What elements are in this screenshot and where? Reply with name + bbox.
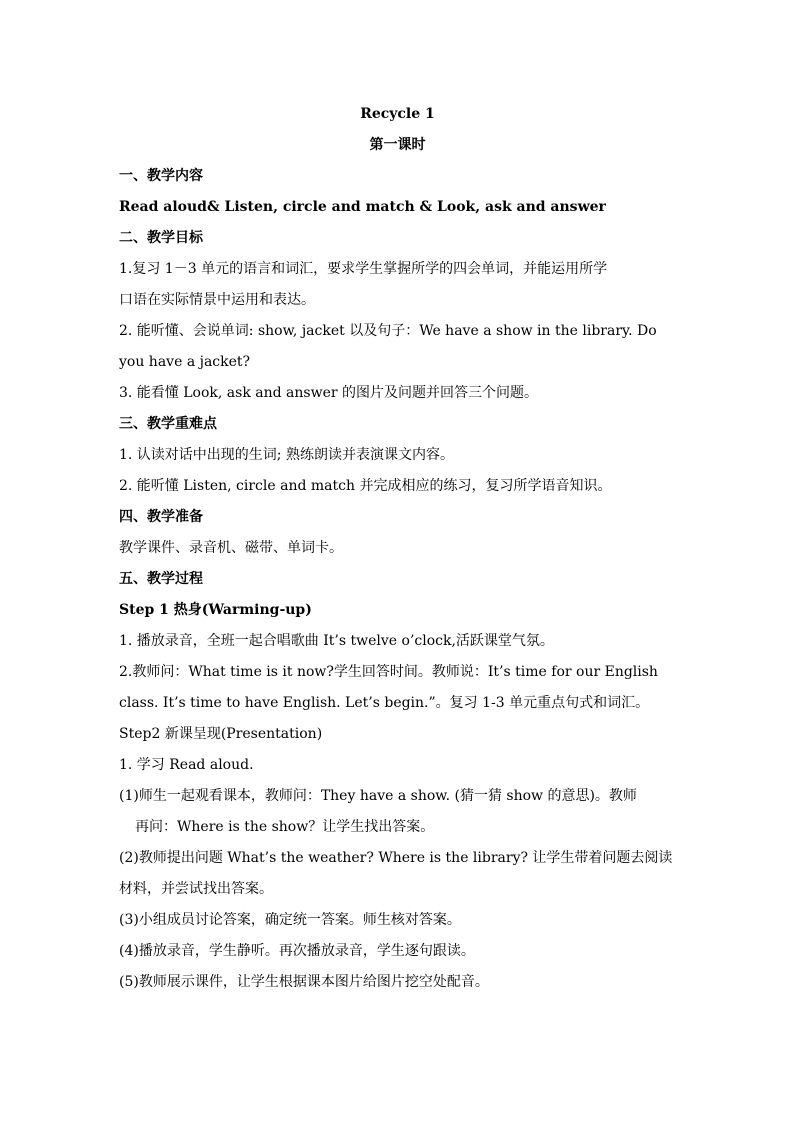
heading-process: 五、教学过程 <box>119 571 203 587</box>
step-2-sub-1a: (1)师生一起观看课本，教师问：They have a show. (猜一猜 show 的意思)。教师 <box>119 788 637 804</box>
objective-1a: 1.复习 1－3 单元的语言和词汇，要求学生掌握所学的四会单词，并能运用所学 <box>119 261 608 277</box>
heading-content: 一、教学内容 <box>119 168 203 184</box>
objective-2a: 2. 能听懂、会说单词: show, jacket 以及句子：We have a show in the library. Do <box>119 323 657 339</box>
content-line: Read aloud& Listen, circle and match & Look, ask and answer <box>119 199 606 215</box>
heading-preparation: 四、教学准备 <box>119 509 203 525</box>
step-1-item-1: 1. 播放录音，全班一起合唱歌曲 It’s twelve o’clock,活跃课堂气氛。 <box>119 633 554 649</box>
objective-1b: 口语在实际情景中运用和表达。 <box>119 292 315 308</box>
step-2-sub-1b: 再问：Where is the show？让学生找出答案。 <box>135 819 435 835</box>
objective-3: 3. 能看懂 Look, ask and answer 的图片及问题并回答三个问题。 <box>119 385 538 401</box>
step-2-sub-4: (4)播放录音，学生静听。再次播放录音，学生逐句跟读。 <box>119 943 475 959</box>
step-2-sub-5: (5)教师展示课件，让学生根据课本图片给图片挖空处配音。 <box>119 974 489 990</box>
step-2-sub-2b: 材料，并尝试找出答案。 <box>119 881 273 897</box>
step-2-heading: Step2 新课呈现(Presentation) <box>119 726 323 742</box>
step-1-heading: Step 1 热身(Warming-up) <box>119 602 312 618</box>
step-1-item-2b: class. It’s time to have English. Let’s begin.”。复习 1-3 单元重点句式和词汇。 <box>119 695 650 711</box>
preparation-line: 教学课件、录音机、磁带、单词卡。 <box>119 540 343 556</box>
step-2-item-1: 1. 学习 Read aloud. <box>119 757 254 773</box>
step-2-sub-2a: (2)教师提出问题 What’s the weather? Where is the library? 让学生带着问题去阅读 <box>119 850 673 866</box>
step-2-sub-3: (3)小组成员讨论答案，确定统一答案。师生核对答案。 <box>119 912 461 928</box>
objective-2b: you have a jacket? <box>119 354 251 370</box>
heading-key-points: 三、教学重难点 <box>119 416 217 432</box>
heading-objectives: 二、教学目标 <box>119 230 203 246</box>
doc-subtitle: 第一课时 <box>369 137 426 153</box>
key-point-1: 1. 认读对话中出现的生词; 熟练朗读并表演课文内容。 <box>119 447 454 463</box>
step-1-item-2a: 2.教师问：What time is it now?学生回答时间。教师说：It’s time for our English <box>119 664 658 680</box>
key-point-2: 2. 能听懂 Listen, circle and match 并完成相应的练习，复习所学语音知识。 <box>119 478 612 494</box>
doc-title: Recycle 1 <box>360 106 435 122</box>
